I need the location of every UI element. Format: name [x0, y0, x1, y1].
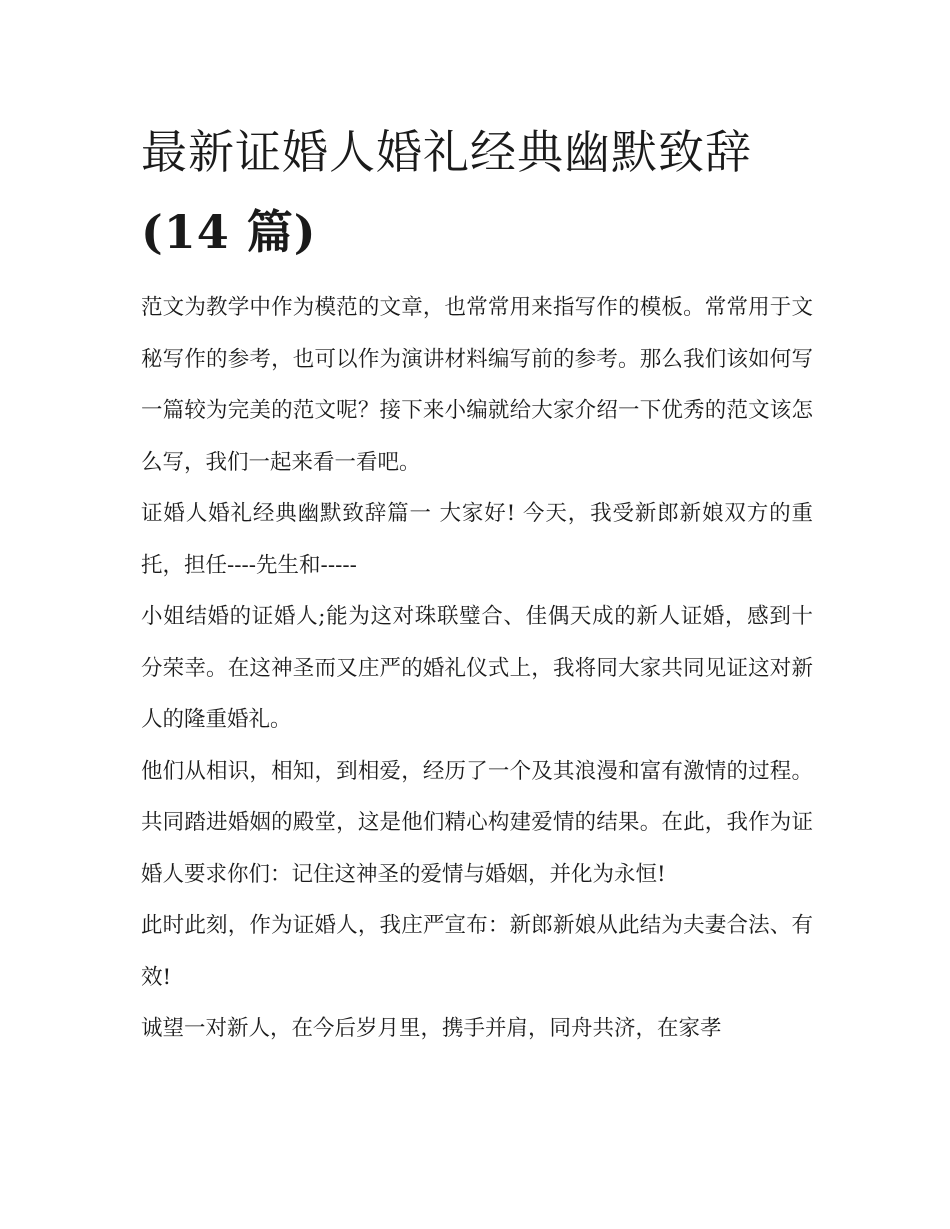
paragraph-1: 证婚人婚礼经典幽默致辞篇一 大家好! 今天，我受新郎新娘双方的重托，担任----先生和----- — [141, 501, 813, 578]
document-title — [141, 112, 813, 272]
title-line-1: 最新证婚人婚礼经典幽默致辞 — [141, 125, 752, 179]
paragraph-intro: 范文为教学中作为模范的文章，也常常用来指写作的模板。常常用于文秘写作的参考，也可以作为演讲材料编写前的参考。那么我们该如何写一篇较为完美的范文呢？接下来小编就给大家介绍一下优秀的范文该怎么写，我们一起来看一看吧。 — [141, 295, 813, 475]
paragraph-5: 诚望一对新人，在今后岁月里，携手并肩，同舟共济，在家孝 — [141, 1016, 722, 1041]
document-body — [141, 282, 813, 1055]
paragraph-3: 他们从相识，相知，到相爱，经历了一个及其浪漫和富有激情的过程。共同踏进婚姻的殿堂，这是他们精心构建爱情的结果。在此，我作为证婚人要求你们：记住这神圣的爱情与婚姻，并化为永恒! — [141, 758, 813, 887]
title-line-2: (14 篇) — [141, 205, 317, 259]
paragraph-4: 此时此刻，作为证婚人，我庄严宣布：新郎新娘从此结为夫妻合法、有效! — [141, 913, 813, 990]
paragraph-2: 小姐结婚的证婚人;能为这对珠联璧合、佳偶天成的新人证婚，感到十分荣幸。在这神圣而又庄严的婚礼仪式上，我将同大家共同见证这对新人的隆重婚礼。 — [141, 604, 813, 732]
document-page — [141, 112, 813, 1055]
